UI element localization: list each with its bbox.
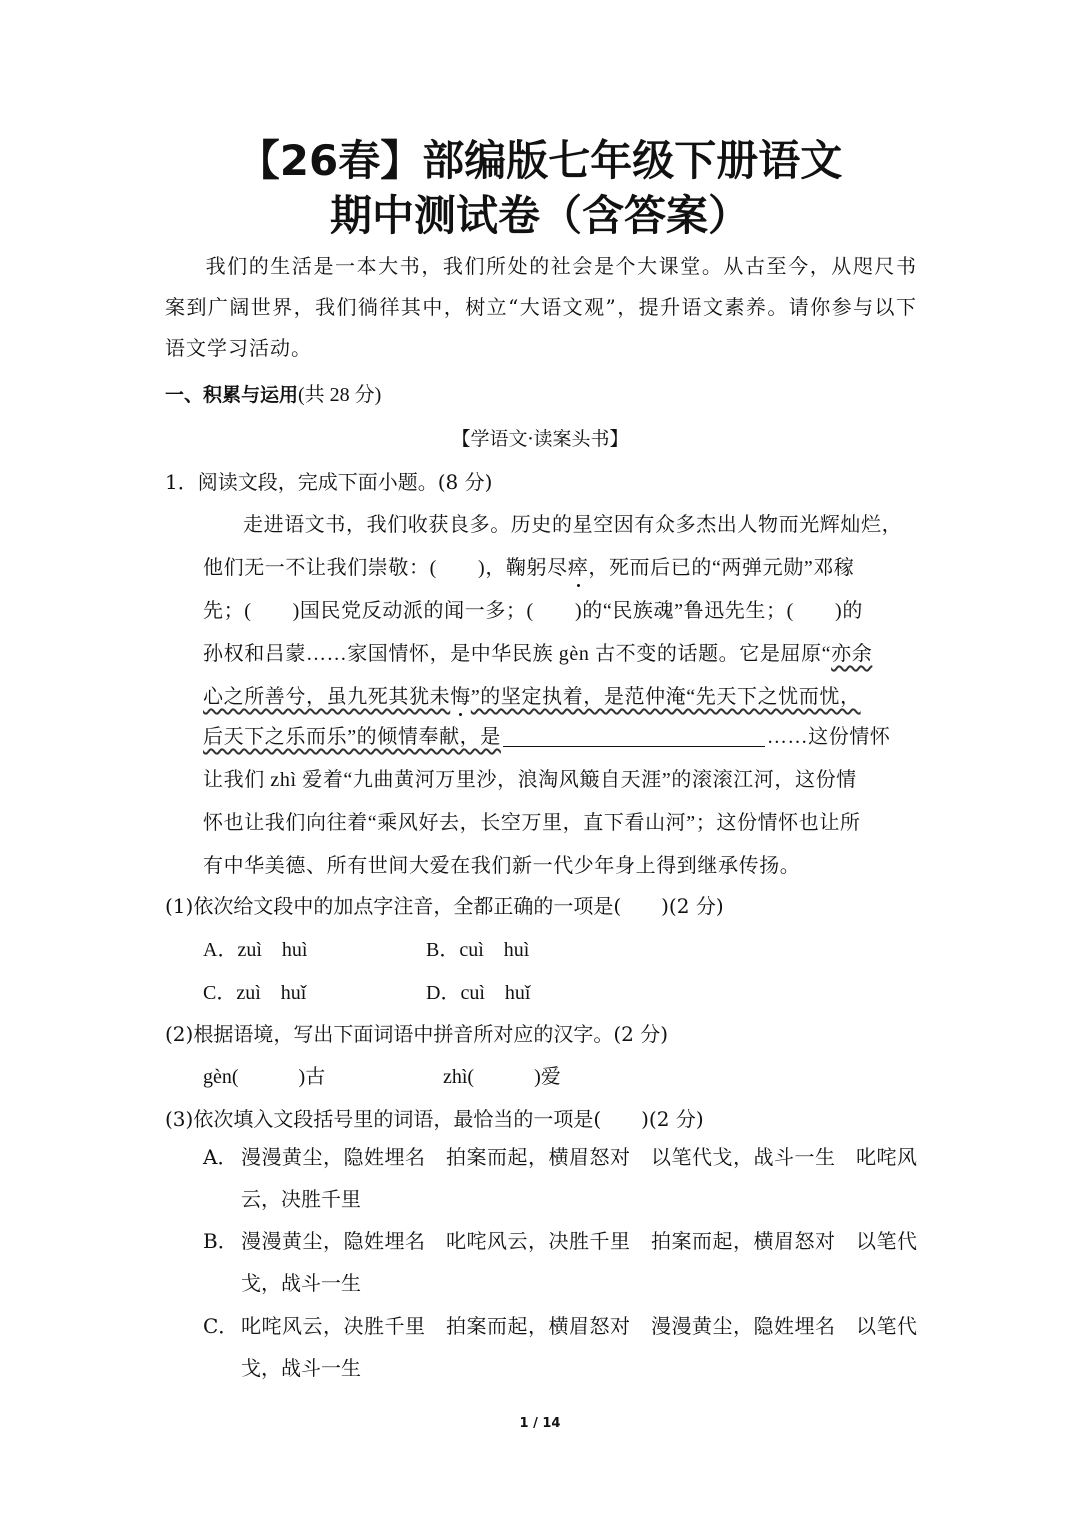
- page-title-line2: 期中测试卷（含答案）: [329, 191, 750, 240]
- choice-b-label: B．: [203, 1229, 238, 1253]
- fill-in-blank[interactable]: [503, 726, 765, 747]
- intro-paragraph: [165, 246, 917, 369]
- subheading: 【学语文·读案头书】: [451, 428, 629, 450]
- passage-line-4: 孙权和吕蒙……家国情怀，是中华民族 gèn 古不变的话题。它是屈原“亦余: [203, 643, 873, 665]
- intro-text: 我们的生活是一本大书，我们所处的社会是个大课堂。从古至今，从咫尺书案到广阔世界，我们徜徉其中，树立“大语文观”，提升语文素养。请你参与以下语文学习活动。: [165, 254, 917, 360]
- passage-line-6: 后天下之乐而乐”的倾情奉献，是 ……这份情怀: [203, 726, 891, 748]
- passage-line-7: 让我们 zhì 爱着“九曲黄河万里沙，浪淘风簸自天涯”的滚滚江河，这份情: [203, 769, 857, 791]
- choice-b-text: 漫漫黄尘，隐姓埋名 叱咤风云，决胜千里 拍案而起，横眉怒对 以笔代戈，战斗一生: [241, 1229, 917, 1295]
- subquestion-2-stem: (2)根据语境，写出下面词语中拼音所对应的汉字。(2 分): [165, 1022, 669, 1046]
- choice-a[interactable]: [203, 1136, 917, 1220]
- choice-c-label: C．: [203, 1314, 239, 1338]
- section-heading: [165, 378, 381, 407]
- choice-a-label: A．: [203, 1145, 238, 1169]
- passage-line-9: 有中华美德、所有世间大爱在我们新一代少年身上得到继承传扬。: [203, 855, 801, 877]
- passage-line-2: 他们无一不让我们崇敬：( )，鞠躬尽瘁，死而后已的“两弹元勋”邓稼: [203, 551, 855, 580]
- choice-c[interactable]: [203, 1305, 917, 1389]
- passage-line-8: 怀也让我们向往着“乘风好去，长空万里，直下看山河”；这份情怀也让所: [203, 812, 861, 834]
- choice-c-text: 叱咤风云，决胜千里 拍案而起，横眉怒对 漫漫黄尘，隐姓埋名 以笔代戈，战斗一生: [241, 1314, 917, 1380]
- page-title-line1: 【26春】部编版七年级下册语文: [237, 136, 843, 185]
- option-c[interactable]: C．zuì huǐ: [203, 982, 307, 1004]
- passage-line-1: 走进语文书，我们收获良多。历史的星空因有众多杰出人物而光辉灿烂，: [243, 514, 903, 536]
- subquestion-3-stem: (3)依次填入文段括号里的词语，最恰当的一项是( )(2 分): [165, 1107, 704, 1131]
- choice-b[interactable]: [203, 1220, 917, 1304]
- option-d[interactable]: D．cuì huǐ: [426, 982, 531, 1004]
- section-score: (共 28 分): [298, 384, 382, 406]
- dotted-char-cui: 瘁: [568, 551, 589, 580]
- page-number: 1 / 14: [519, 1416, 561, 1431]
- blank-gen[interactable]: gèn( )古: [203, 1066, 326, 1088]
- option-a[interactable]: A．zuì huì: [203, 939, 308, 961]
- subquestion-1-stem: (1)依次给文段中的加点字注音，全都正确的一项是( )(2 分): [165, 894, 724, 918]
- blank-zhi[interactable]: zhì( )爱: [443, 1066, 561, 1088]
- choice-a-text: 漫漫黄尘，隐姓埋名 拍案而起，横眉怒对 以笔代戈，战斗一生 叱咤风云，决胜千里: [241, 1145, 917, 1211]
- section-title: 一、积累与运用: [165, 384, 299, 406]
- passage-line-5: 心之所善兮，虽九死其犹未悔”的坚定执着，是范仲淹“先天下之忧而忧，: [203, 680, 861, 709]
- dotted-char-hui: 悔: [450, 680, 471, 709]
- passage-line-3: 先；( )国民党反动派的闻一多；( )的“民族魂”鲁迅先生；( )的: [203, 600, 863, 622]
- option-b[interactable]: B．cuì huì: [426, 939, 530, 961]
- question-1-stem: 1．阅读文段，完成下面小题。(8 分): [165, 470, 493, 494]
